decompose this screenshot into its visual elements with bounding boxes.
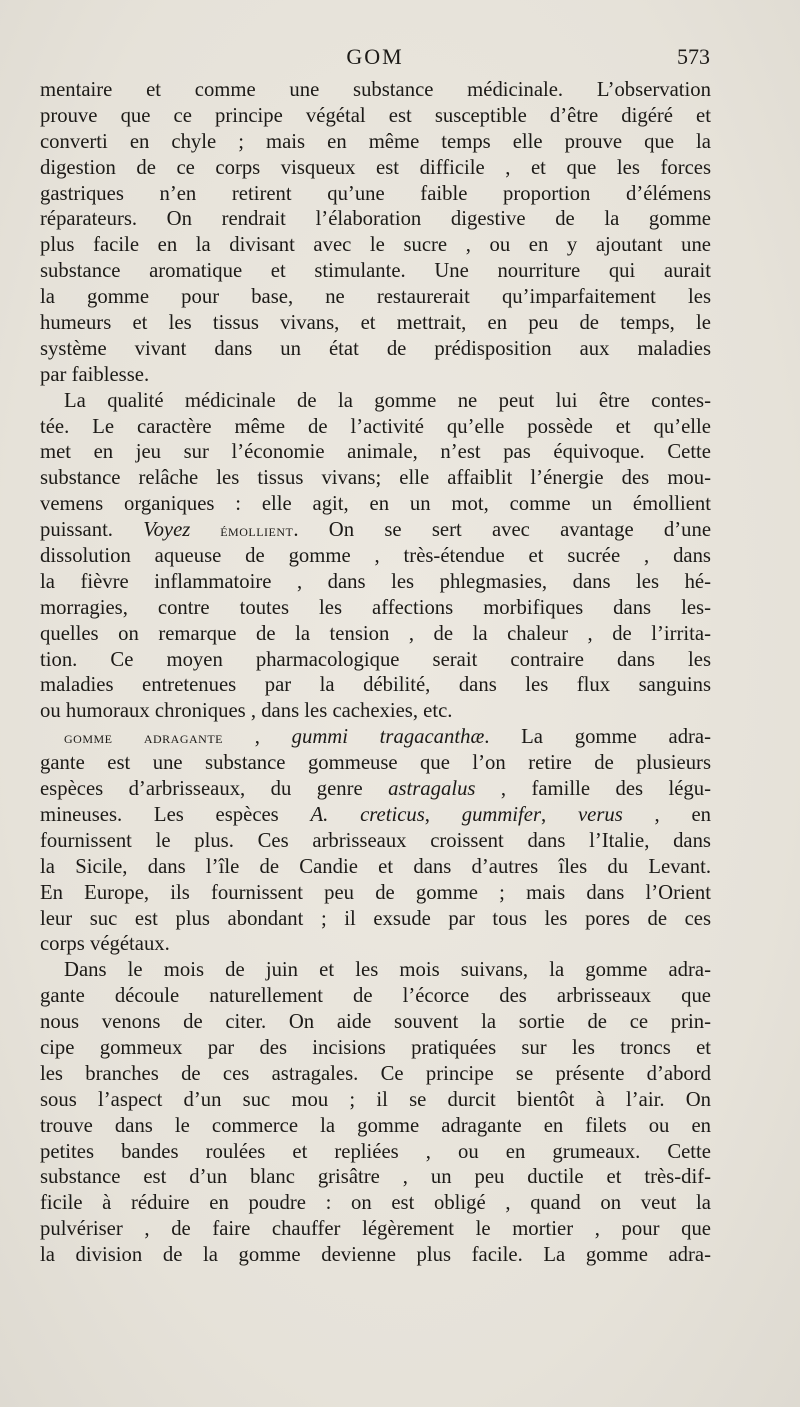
text-line: En Europe, ils fournissent peu de gomme ; mais dans l’Orient: [40, 881, 711, 904]
text-line: dissolution aqueuse de gomme , très-étendue et sucrée , dans: [40, 545, 711, 568]
body-text: [40, 78, 711, 1269]
text-line: par faiblesse.: [40, 363, 150, 386]
text-line: [40, 725, 711, 751]
text-line: sous l’aspect d’un suc mou ; il se durcit bientôt à l’air. On: [40, 1088, 711, 1111]
text-line: mentaire et comme une substance médicinale. L’observation: [40, 79, 711, 101]
text-line: morragies, contre toutes les affections morbifiques dans les-: [40, 596, 711, 619]
text-line: substance est d’un blanc grisâtre , un peu ductile et très-dif-: [40, 1166, 711, 1189]
italic-term: verus: [577, 803, 623, 826]
text-line: digestion de ce corps visqueux est difficile , et que les forces: [40, 156, 711, 179]
text-line: trouve dans le commerce la gomme adragante en filets ou en: [40, 1114, 711, 1137]
italic-term: Voyez: [143, 519, 191, 542]
small-caps-term: gomme adragante: [64, 728, 223, 748]
text-line: leur suc est plus abondant ; il exsude par tous les pores de ces: [40, 907, 711, 930]
text-line: corps végétaux.: [40, 933, 170, 956]
text-segment: , en: [622, 803, 711, 826]
text-segment: ,: [424, 803, 462, 826]
text-segment: puissant.: [40, 519, 144, 542]
text-line: gastriques n’en retirent qu’une faible proportion d’élémens: [40, 182, 711, 205]
text-line: gante découle naturellement de l’écorce des arbrisseaux que: [40, 985, 711, 1008]
text-segment: mineuses. Les espèces: [40, 803, 311, 826]
text-line: gante est une substance gommeuse que l’on retire de plusieurs: [40, 752, 711, 775]
text-line: nous venons de citer. On aide souvent la sortie de ce prin-: [40, 1011, 711, 1034]
italic-term: gummi tragacanthæ: [291, 726, 485, 749]
text-line: quelles on remarque de la tension , de la chaleur , de l’irrita-: [40, 622, 711, 645]
text-line: met en jeu sur l’économie animale, n’est pas équivoque. Cette: [40, 441, 711, 464]
text-segment: ,: [541, 803, 578, 826]
text-line: les branches de ces astragales. Ce principe se présente d’abord: [40, 1062, 711, 1085]
text-line: tée. Le caractère même de l’activité qu’elle possède et qu’elle: [40, 415, 711, 438]
text-line: La qualité médicinale de la gomme ne peut lui être contes-: [64, 389, 711, 412]
text-line: plus facile en la divisant avec le sucre , ou en y ajoutant une: [40, 234, 711, 257]
text-line: tion. Ce moyen pharmacologique serait contraire dans les: [40, 648, 711, 671]
text-line: maladies entretenues par la débilité, dans les flux sanguins: [40, 674, 711, 697]
text-segment: espèces d’arbrisseaux, du genre: [40, 778, 389, 801]
text-line: [40, 777, 711, 803]
text-line: fournissent le plus. Ces arbrisseaux croissent dans l’Italie, dans: [40, 829, 711, 852]
text-line: réparateurs. On rendrait l’élaboration digestive de la gomme: [40, 208, 711, 231]
text-segment: ,: [222, 726, 292, 749]
small-caps-term: émollient: [190, 521, 294, 541]
text-line: la gomme pour base, ne restaurerait qu’imparfaitement les: [40, 286, 711, 309]
text-line: petites bandes roulées et repliées , ou en grumeaux. Cette: [40, 1140, 711, 1163]
page-number: 573: [677, 44, 710, 69]
text-segment: , famille des légu-: [475, 778, 711, 801]
text-line: substance relâche les tissus vivans; elle affaiblit l’énergie des mou-: [40, 467, 711, 490]
text-line: [40, 803, 711, 829]
text-line: la fièvre inflammatoire , dans les phlegmasies, dans les hé-: [40, 570, 711, 593]
text-line: système vivant dans un état de prédisposition aux maladies: [40, 337, 711, 360]
text-line: la Sicile, dans l’île de Candie et dans d’autres îles du Levant.: [40, 855, 711, 878]
text-line: humeurs et les tissus vivans, et mettrait, en peu de temps, le: [40, 312, 711, 335]
running-head: GOM: [346, 44, 404, 69]
text-line: Dans le mois de juin et les mois suivans, la gomme adra-: [64, 959, 711, 982]
italic-term: astragalus: [388, 778, 476, 801]
text-segment: . La gomme adra-: [484, 726, 711, 749]
text-line: prouve que ce principe végétal est susceptible d’être digéré et: [40, 104, 711, 127]
text-line: la division de la gomme devienne plus facile. La gomme adra-: [40, 1244, 711, 1267]
text-line: pulvériser , de faire chauffer légèrement le mortier , pour que: [40, 1218, 711, 1241]
page-header: [40, 44, 710, 74]
text-line: converti en chyle ; mais en même temps elle prouve que la: [40, 130, 711, 153]
text-line: substance aromatique et stimulante. Une nourriture qui aurait: [40, 260, 711, 283]
text-line: ou humoraux chroniques , dans les cachexies, etc.: [40, 700, 453, 723]
text-line: ficile à réduire en poudre : on est obligé , quand on veut la: [40, 1192, 711, 1215]
italic-term: gummifer: [461, 803, 542, 826]
text-line: cipe gommeux par des incisions pratiquées sur les troncs et: [40, 1036, 711, 1059]
text-line: vemens organiques : elle agit, en un mot, comme un émollient: [40, 493, 711, 516]
text-segment: . On se sert avec avantage d’une: [293, 519, 711, 542]
text-line: [40, 518, 711, 544]
italic-term: A. creticus: [310, 803, 425, 826]
